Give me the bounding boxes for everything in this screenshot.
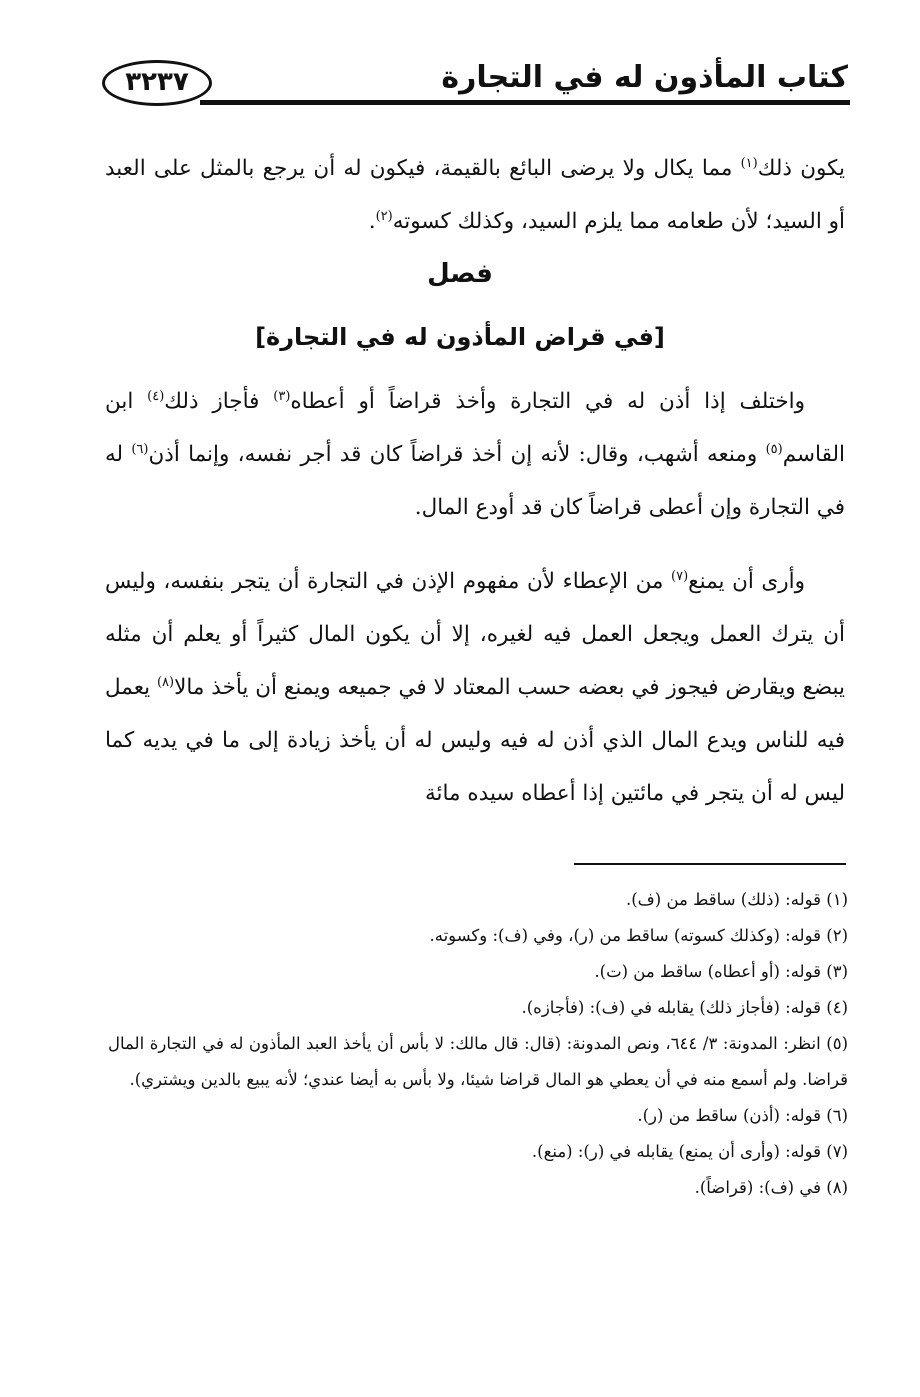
footnote-1: (١) قوله: (ذلك) ساقط من (ف). [626,890,848,909]
text-run: له في التجارة وإن أعطى قراضاً كان قد أودع المال. [105,442,845,520]
text-run: يكون ذلك [757,156,845,181]
footnote-separator [574,863,846,865]
footnotes [108,882,848,1206]
text-run: فأجاز ذلك [164,389,274,414]
text-run: واختلف إذا أذن له في التجارة وأخذ قراضاً أو أعطاه [290,389,805,414]
footnote-marker-1: (١) [740,155,758,171]
intro-paragraph [105,142,845,248]
footnote-marker-6: (٦) [131,441,149,457]
footnote-8: (٨) في (ف): (قراضاً). [694,1178,848,1197]
text-run: من الإعطاء لأن مفهوم الإذن في التجارة أن يتجر بنفسه، وليس أن يترك العمل ويجعل العمل فيه لغيره، إلا أن يكون المال كثيراً أو يعلم أن مثله يبضع ويقارض فيجوز في بعضه حسب المعتاد لا في جميعه ويمنع أن يأخذ مالا [105,569,846,700]
footnote-marker-2: (٢) [375,208,393,224]
section-subheading: [في قراض المأذون له في التجارة] [255,323,665,351]
footnote-marker-8: (٨) [156,674,175,690]
header-rule [200,100,850,105]
footnote-marker-7: (٧) [671,568,689,584]
footnote-marker-3: (٣) [273,388,291,404]
paragraph-1 [105,375,845,534]
footnote-4: (٤) قوله: (فأجاز ذلك) يقابله في (ف): (فأجازه). [521,998,848,1017]
text-run: وأرى أن يمنع [688,569,805,594]
paragraph-2 [105,555,845,820]
footnote-marker-5: (٥) [765,441,783,457]
section-heading: فصل [427,259,493,289]
running-header-title: كتاب المأذون له في التجارة [441,60,848,95]
text-run: ومنعه أشهب، وقال: لأنه إن أخذ قراضاً كان قد أجر نفسه، وإنما أذن [148,442,766,467]
footnote-marker-4: (٤) [147,388,165,404]
footnote-5: (٥) انظر: المدونة: ٣/ ٦٤٤، ونص المدونة: (قال: قال مالك: لا بأس أن يأخذ العبد المأذون له في التجارة المال قراضا. ولم أسمع منه في أن يعطي هو المال قراضا شيئا، ولا بأس به أيضا عندي؛ لأنه يبيع بالدين ويشتري). [108,1034,848,1089]
footnote-7: (٧) قوله: (وأرى أن يمنع) يقابله في (ر): (منع). [531,1142,848,1161]
text-run: يعمل فيه للناس ويدع المال الذي أذن له فيه وليس له أن يأخذ زيادة إلى ما في يديه كما ليس له أن يتجر في مائتين إذا أعطاه سيده مائة [105,675,845,806]
text-run: مما يكال ولا يرضى البائع بالقيمة، فيكون له أن يرجع بالمثل على العبد أو السيد؛ لأن طعامه مما يلزم السيد، وكذلك كسوته [105,156,845,234]
page-number: ٣٢٣٧ [125,67,189,97]
footnote-2: (٢) قوله: (وكذلك كسوته) ساقط من (ر)، وفي (ف): وكسوته. [429,926,848,945]
footnote-6: (٦) قوله: (أذن) ساقط من (ر). [637,1106,848,1125]
text-run: . [368,209,376,234]
footnote-3: (٣) قوله: (أو أعطاه) ساقط من (ت). [594,962,848,981]
text-run: ابن القاسم [105,389,845,467]
